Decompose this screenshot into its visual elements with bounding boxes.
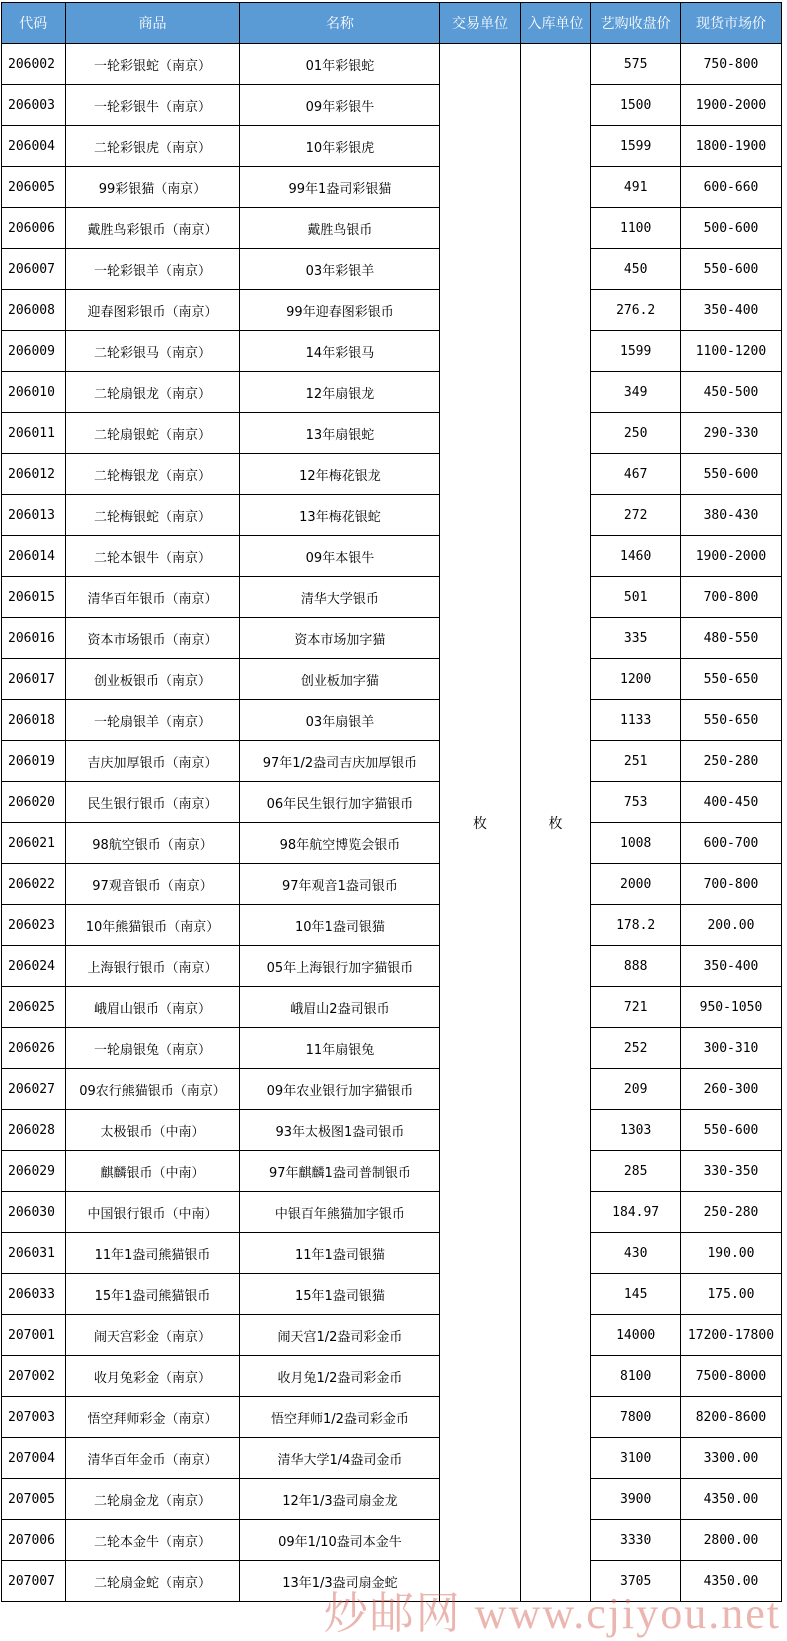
cell-code: 206017 [2, 659, 66, 700]
table-row [2, 167, 782, 208]
cell-name: 14年彩银马 [240, 331, 440, 372]
table-row [2, 946, 782, 987]
cell-close-price: 575 [591, 44, 681, 85]
cell-market-price: 350-400 [680, 946, 781, 987]
cell-product: 上海银行银币（南京） [65, 946, 240, 987]
cell-close-price: 753 [591, 782, 681, 823]
header-name: 名称 [240, 3, 440, 44]
cell-close-price: 491 [591, 167, 681, 208]
table-row [2, 864, 782, 905]
cell-name: 05年上海银行加字猫银币 [240, 946, 440, 987]
cell-market-price: 330-350 [680, 1151, 781, 1192]
cell-product: 太极银币（中南） [65, 1110, 240, 1151]
table-row [2, 1274, 782, 1315]
cell-market-price: 750-800 [680, 44, 781, 85]
cell-market-price: 260-300 [680, 1069, 781, 1110]
cell-close-price: 252 [591, 1028, 681, 1069]
cell-code: 206016 [2, 618, 66, 659]
cell-market-price: 550-600 [680, 249, 781, 290]
cell-market-price: 700-800 [680, 864, 781, 905]
cell-name: 97年观音1盎司银币 [240, 864, 440, 905]
cell-close-price: 2000 [591, 864, 681, 905]
cell-name: 99年1盎司彩银猫 [240, 167, 440, 208]
cell-market-price: 175.00 [680, 1274, 781, 1315]
table-row [2, 1397, 782, 1438]
cell-market-price: 300-310 [680, 1028, 781, 1069]
table-row [2, 208, 782, 249]
cell-code: 206003 [2, 85, 66, 126]
cell-market-price: 480-550 [680, 618, 781, 659]
table-row [2, 782, 782, 823]
cell-market-price: 1100-1200 [680, 331, 781, 372]
cell-code: 206013 [2, 495, 66, 536]
cell-code: 206015 [2, 577, 66, 618]
cell-name: 09年1/10盎司本金牛 [240, 1520, 440, 1561]
table-body [2, 44, 782, 1602]
cell-market-price: 600-700 [680, 823, 781, 864]
cell-name: 01年彩银蛇 [240, 44, 440, 85]
cell-product: 二轮梅银蛇（南京） [65, 495, 240, 536]
cell-name: 15年1盎司银猫 [240, 1274, 440, 1315]
cell-name: 资本市场加字猫 [240, 618, 440, 659]
table-row [2, 331, 782, 372]
table-row [2, 987, 782, 1028]
cell-code: 206018 [2, 700, 66, 741]
cell-product: 98航空银币（南京） [65, 823, 240, 864]
cell-close-price: 721 [591, 987, 681, 1028]
cell-close-price: 276.2 [591, 290, 681, 331]
cell-market-price: 17200-17800 [680, 1315, 781, 1356]
cell-market-price: 1900-2000 [680, 536, 781, 577]
cell-market-price: 2800.00 [680, 1520, 781, 1561]
header-market-price: 现货市场价 [680, 3, 781, 44]
table-row [2, 1520, 782, 1561]
table-row [2, 1233, 782, 1274]
cell-product: 闹天宫彩金（南京） [65, 1315, 240, 1356]
cell-market-price: 700-800 [680, 577, 781, 618]
cell-market-price: 380-430 [680, 495, 781, 536]
table-row [2, 495, 782, 536]
cell-close-price: 3330 [591, 1520, 681, 1561]
cell-close-price: 349 [591, 372, 681, 413]
cell-product: 一轮彩银羊（南京） [65, 249, 240, 290]
cell-close-price: 450 [591, 249, 681, 290]
cell-name: 99年迎春图彩银币 [240, 290, 440, 331]
table-row [2, 1479, 782, 1520]
cell-code: 206004 [2, 126, 66, 167]
header-product: 商品 [65, 3, 240, 44]
cell-product: 09农行熊猫银币（南京） [65, 1069, 240, 1110]
cell-product: 一轮扇银兔（南京） [65, 1028, 240, 1069]
cell-close-price: 1460 [591, 536, 681, 577]
table-row [2, 85, 782, 126]
cell-code: 207004 [2, 1438, 66, 1479]
cell-name: 闹天宫1/2盎司彩金币 [240, 1315, 440, 1356]
cell-code: 207005 [2, 1479, 66, 1520]
cell-name: 98年航空博览会银币 [240, 823, 440, 864]
cell-product: 中国银行银币（中南） [65, 1192, 240, 1233]
header-storage-unit: 入库单位 [520, 3, 591, 44]
table-row [2, 1110, 782, 1151]
cell-market-price: 250-280 [680, 741, 781, 782]
cell-close-price: 250 [591, 413, 681, 454]
cell-market-price: 550-600 [680, 1110, 781, 1151]
cell-product: 民生银行银币（南京） [65, 782, 240, 823]
cell-product: 二轮本金牛（南京） [65, 1520, 240, 1561]
cell-name: 10年1盎司银猫 [240, 905, 440, 946]
cell-code: 206022 [2, 864, 66, 905]
cell-product: 一轮扇银羊（南京） [65, 700, 240, 741]
cell-code: 207006 [2, 1520, 66, 1561]
cell-name: 13年扇银蛇 [240, 413, 440, 454]
cell-close-price: 888 [591, 946, 681, 987]
cell-product: 15年1盎司熊猫银币 [65, 1274, 240, 1315]
cell-product: 创业板银币（南京） [65, 659, 240, 700]
cell-market-price: 190.00 [680, 1233, 781, 1274]
table-row [2, 1151, 782, 1192]
cell-market-price: 4350.00 [680, 1561, 781, 1602]
cell-market-price: 450-500 [680, 372, 781, 413]
cell-name: 戴胜鸟银币 [240, 208, 440, 249]
cell-code: 206019 [2, 741, 66, 782]
table-row [2, 905, 782, 946]
header-trade-unit: 交易单位 [440, 3, 520, 44]
cell-name: 03年彩银羊 [240, 249, 440, 290]
watermark-logo: 炒邮网 www.cjiyou.net [323, 1589, 781, 1638]
cell-product: 悟空拜师彩金（南京） [65, 1397, 240, 1438]
cell-code: 206030 [2, 1192, 66, 1233]
table-row [2, 1356, 782, 1397]
cell-code: 207002 [2, 1356, 66, 1397]
table-row [2, 823, 782, 864]
cell-name: 清华大学银币 [240, 577, 440, 618]
table-row [2, 577, 782, 618]
table-row [2, 1438, 782, 1479]
cell-name: 收月兔1/2盎司彩金币 [240, 1356, 440, 1397]
cell-product: 一轮彩银蛇（南京） [65, 44, 240, 85]
cell-close-price: 14000 [591, 1315, 681, 1356]
cell-close-price: 1303 [591, 1110, 681, 1151]
cell-close-price: 3900 [591, 1479, 681, 1520]
cell-code: 206026 [2, 1028, 66, 1069]
cell-close-price: 184.97 [591, 1192, 681, 1233]
cell-close-price: 209 [591, 1069, 681, 1110]
cell-close-price: 1599 [591, 331, 681, 372]
cell-close-price: 178.2 [591, 905, 681, 946]
table-row [2, 1069, 782, 1110]
cell-code: 206010 [2, 372, 66, 413]
cell-code: 206006 [2, 208, 66, 249]
cell-product: 二轮彩银虎（南京） [65, 126, 240, 167]
table-row [2, 44, 782, 85]
table-row [2, 618, 782, 659]
cell-code: 207001 [2, 1315, 66, 1356]
table-row [2, 454, 782, 495]
table-row [2, 1028, 782, 1069]
cell-name: 03年扇银羊 [240, 700, 440, 741]
cell-code: 206031 [2, 1233, 66, 1274]
cell-code: 206025 [2, 987, 66, 1028]
cell-name: 悟空拜师1/2盎司彩金币 [240, 1397, 440, 1438]
cell-product: 迎春图彩银币（南京） [65, 290, 240, 331]
cell-product: 二轮扇金蛇（南京） [65, 1561, 240, 1602]
cell-code: 206033 [2, 1274, 66, 1315]
cell-code: 207007 [2, 1561, 66, 1602]
cell-market-price: 350-400 [680, 290, 781, 331]
cell-name: 11年1盎司银猫 [240, 1233, 440, 1274]
cell-close-price: 8100 [591, 1356, 681, 1397]
price-table [1, 2, 782, 1602]
cell-close-price: 145 [591, 1274, 681, 1315]
cell-product: 二轮梅银龙（南京） [65, 454, 240, 495]
table-row [2, 126, 782, 167]
cell-market-price: 290-330 [680, 413, 781, 454]
cell-market-price: 7500-8000 [680, 1356, 781, 1397]
cell-trade-unit: 枚 [440, 44, 520, 1602]
cell-market-price: 8200-8600 [680, 1397, 781, 1438]
table-row [2, 413, 782, 454]
cell-name: 97年1/2盎司吉庆加厚银币 [240, 741, 440, 782]
cell-close-price: 1008 [591, 823, 681, 864]
cell-close-price: 285 [591, 1151, 681, 1192]
table-row [2, 372, 782, 413]
cell-close-price: 3705 [591, 1561, 681, 1602]
table-row [2, 536, 782, 577]
cell-code: 206012 [2, 454, 66, 495]
cell-market-price: 3300.00 [680, 1438, 781, 1479]
cell-name: 10年彩银虎 [240, 126, 440, 167]
cell-market-price: 400-450 [680, 782, 781, 823]
cell-name: 93年太极图1盎司银币 [240, 1110, 440, 1151]
cell-close-price: 335 [591, 618, 681, 659]
cell-product: 二轮扇金龙（南京） [65, 1479, 240, 1520]
cell-product: 麒麟银币（中南） [65, 1151, 240, 1192]
cell-product: 戴胜鸟彩银币（南京） [65, 208, 240, 249]
cell-code: 206020 [2, 782, 66, 823]
cell-product: 二轮本银牛（南京） [65, 536, 240, 577]
cell-close-price: 272 [591, 495, 681, 536]
cell-market-price: 1800-1900 [680, 126, 781, 167]
cell-code: 206005 [2, 167, 66, 208]
table-row [2, 1192, 782, 1233]
cell-product: 二轮扇银龙（南京） [65, 372, 240, 413]
cell-name: 13年1/3盎司扇金蛇 [240, 1561, 440, 1602]
cell-name: 创业板加字猫 [240, 659, 440, 700]
cell-close-price: 251 [591, 741, 681, 782]
cell-code: 206002 [2, 44, 66, 85]
cell-close-price: 1599 [591, 126, 681, 167]
cell-product: 清华百年金币（南京） [65, 1438, 240, 1479]
cell-market-price: 500-600 [680, 208, 781, 249]
table-row [2, 249, 782, 290]
table-row [2, 290, 782, 331]
cell-name: 09年本银牛 [240, 536, 440, 577]
cell-code: 206027 [2, 1069, 66, 1110]
cell-product: 资本市场银币（南京） [65, 618, 240, 659]
cell-close-price: 7800 [591, 1397, 681, 1438]
cell-close-price: 1100 [591, 208, 681, 249]
cell-name: 12年扇银龙 [240, 372, 440, 413]
cell-name: 09年农业银行加字猫银币 [240, 1069, 440, 1110]
cell-code: 206014 [2, 536, 66, 577]
cell-name: 峨眉山2盎司银币 [240, 987, 440, 1028]
cell-code: 206024 [2, 946, 66, 987]
cell-code: 206021 [2, 823, 66, 864]
cell-product: 11年1盎司熊猫银币 [65, 1233, 240, 1274]
cell-product: 峨眉山银币（南京） [65, 987, 240, 1028]
cell-market-price: 250-280 [680, 1192, 781, 1233]
header-close-price: 艺购收盘价 [591, 3, 681, 44]
cell-market-price: 200.00 [680, 905, 781, 946]
cell-code: 206009 [2, 331, 66, 372]
cell-product: 一轮彩银牛（南京） [65, 85, 240, 126]
header-code: 代码 [2, 3, 66, 44]
cell-product: 二轮彩银马（南京） [65, 331, 240, 372]
cell-name: 清华大学1/4盎司金币 [240, 1438, 440, 1479]
table-row [2, 700, 782, 741]
cell-name: 06年民生银行加字猫银币 [240, 782, 440, 823]
table-row [2, 1315, 782, 1356]
cell-close-price: 430 [591, 1233, 681, 1274]
cell-close-price: 1133 [591, 700, 681, 741]
cell-name: 11年扇银兔 [240, 1028, 440, 1069]
cell-product: 清华百年银币（南京） [65, 577, 240, 618]
table-row [2, 659, 782, 700]
cell-name: 12年1/3盎司扇金龙 [240, 1479, 440, 1520]
cell-close-price: 467 [591, 454, 681, 495]
cell-market-price: 600-660 [680, 167, 781, 208]
cell-market-price: 550-650 [680, 700, 781, 741]
cell-code: 206007 [2, 249, 66, 290]
cell-market-price: 550-650 [680, 659, 781, 700]
cell-product: 99彩银猫（南京） [65, 167, 240, 208]
cell-name: 13年梅花银蛇 [240, 495, 440, 536]
cell-name: 97年麒麟1盎司普制银币 [240, 1151, 440, 1192]
cell-product: 吉庆加厚银币（南京） [65, 741, 240, 782]
cell-product: 97观音银币（南京） [65, 864, 240, 905]
cell-close-price: 501 [591, 577, 681, 618]
cell-market-price: 950-1050 [680, 987, 781, 1028]
cell-code: 206029 [2, 1151, 66, 1192]
cell-product: 二轮扇银蛇（南京） [65, 413, 240, 454]
cell-storage-unit: 枚 [520, 44, 591, 1602]
cell-name: 中银百年熊猫加字银币 [240, 1192, 440, 1233]
cell-name: 12年梅花银龙 [240, 454, 440, 495]
cell-name: 09年彩银牛 [240, 85, 440, 126]
cell-code: 206011 [2, 413, 66, 454]
cell-code: 206023 [2, 905, 66, 946]
header-row [2, 3, 782, 44]
table-row [2, 741, 782, 782]
cell-market-price: 4350.00 [680, 1479, 781, 1520]
cell-product: 收月兔彩金（南京） [65, 1356, 240, 1397]
cell-code: 206028 [2, 1110, 66, 1151]
cell-close-price: 1200 [591, 659, 681, 700]
cell-product: 10年熊猫银币（南京） [65, 905, 240, 946]
cell-code: 206008 [2, 290, 66, 331]
cell-market-price: 1900-2000 [680, 85, 781, 126]
table-row [2, 1561, 782, 1602]
cell-market-price: 550-600 [680, 454, 781, 495]
cell-close-price: 3100 [591, 1438, 681, 1479]
cell-code: 207003 [2, 1397, 66, 1438]
cell-close-price: 1500 [591, 85, 681, 126]
